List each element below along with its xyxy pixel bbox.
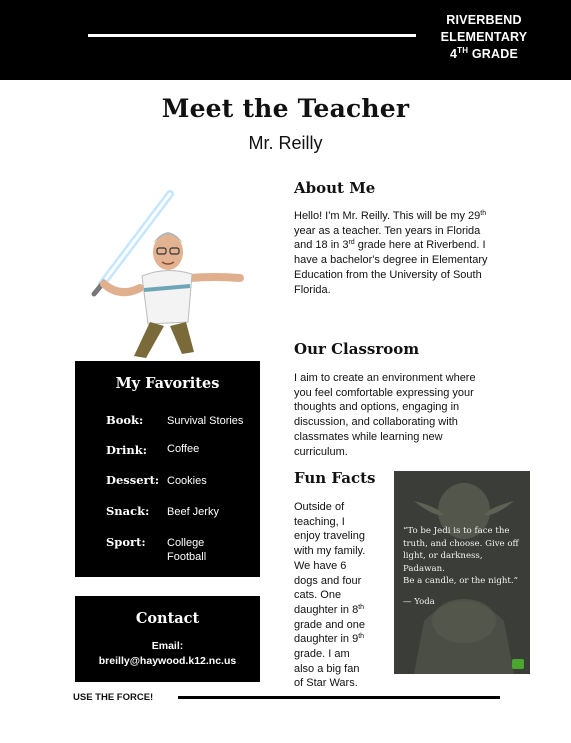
favorite-value-snack: Beef Jerky [167,506,219,518]
fun-facts-text [294,500,389,691]
about-sup-1: th [480,210,487,217]
yoda-quote-line: light, or darkness, Padawan. [403,551,483,574]
classroom-line: thoughts and options, engaging in [294,401,460,414]
contact-box [75,596,260,682]
fun-fact-line: We have 6 [294,559,347,572]
grade-number: 4 [449,47,458,61]
grade-word: GRADE [471,47,519,61]
header-bar [0,0,571,80]
school-name [428,12,540,63]
contact-heading: Contact [135,610,200,627]
classroom-line: I aim to create an environment where [294,372,476,384]
contact-email-label: Email: [151,640,184,652]
classroom-line: classmates while learning new [294,430,443,443]
about-text [294,209,524,297]
favorite-label-dessert: Dessert: [106,473,160,487]
about-text-3: and 18 in 3 [294,239,349,252]
favorite-value-dessert: Cookies [167,475,207,487]
classroom-line: curriculum. [294,445,348,458]
about-text-6: Florida. [294,283,331,296]
contact-email[interactable]: breilly@haywood.k12.nc.us [98,655,237,667]
about-text-4: have a bachelor's degree in Elementary [294,254,488,267]
favorite-value-book: Survival Stories [167,415,244,427]
about-text-1: Hello! I'm Mr. Reilly. This will be my 29 [294,210,481,222]
fun-fact-8: daughter in 8 [294,603,359,616]
fun-fact-line: of Star Wars. [294,677,358,690]
teacher-name: Mr. Reilly [248,133,323,153]
classroom-heading: Our Classroom [294,340,420,358]
about-line-3 [294,238,524,253]
grade-line [428,46,540,63]
yoda-badge-icon [512,659,524,669]
fun-fact-line: Outside of [294,501,345,513]
teacher-avatar [90,186,250,362]
fun-fact-line: also a big fan [294,662,360,675]
about-sup-3: rd [348,239,355,247]
about-text-3b: grade here at Riverbend. I [354,239,486,252]
school-line-1: RIVERBEND [446,13,522,27]
yoda-quote-image [394,471,530,674]
classroom-line: you feel comfortable expressing your [294,386,474,399]
fun-facts-heading: Fun Facts [294,469,376,487]
favorite-value-drink: Coffee [167,443,200,455]
header-rule [88,34,416,37]
yoda-quote-line: truth, and choose. Give off [403,538,519,549]
fun-fact-8-sup: th [358,603,365,611]
favorite-label-snack: Snack: [106,504,150,518]
fun-fact-line [294,632,389,647]
favorite-label-drink: Drink: [106,443,147,457]
favorites-box [75,361,260,577]
about-heading: About Me [294,179,376,197]
fun-fact-line: teaching, I [294,515,345,528]
grade-suffix: TH [457,46,469,55]
favorite-value-sport: College Football [167,537,207,563]
fun-fact-line: enjoy traveling [294,530,365,543]
classroom-text [294,371,524,459]
fun-fact-line: cats. One [294,589,342,602]
footer-slogan: USE THE FORCE! [73,692,154,703]
about-text-2: year as a teacher. Ten years in Florida [294,224,481,237]
favorite-label-sport: Sport: [106,535,146,549]
favorite-label-book: Book: [106,413,144,427]
fun-fact-line: dogs and four [294,574,362,587]
yoda-attribution: — Yoda [403,597,435,607]
school-line-2: ELEMENTARY [440,30,528,44]
yoda-quote-line: “To be Jedi is to face the [403,526,510,536]
footer-rule [178,696,500,699]
favorites-heading: My Favorites [115,375,220,392]
fun-fact-line: grade and one [294,618,365,631]
fun-fact-line: grade. I am [294,648,350,661]
fun-fact-line: with my family. [294,545,366,558]
yoda-quote-line: Be a candle, or the night.” [403,576,518,587]
about-text-5: Education from the University of South [294,268,482,281]
yoda-quote-text [403,525,525,588]
fun-fact-10: daughter in 9 [294,633,359,646]
classroom-line: discussion, and collaborating with [294,416,458,429]
page-title: Meet the Teacher [161,94,410,123]
fun-fact-10-sup: th [358,633,365,641]
fun-fact-line [294,603,389,618]
about-line-1 [294,209,524,224]
